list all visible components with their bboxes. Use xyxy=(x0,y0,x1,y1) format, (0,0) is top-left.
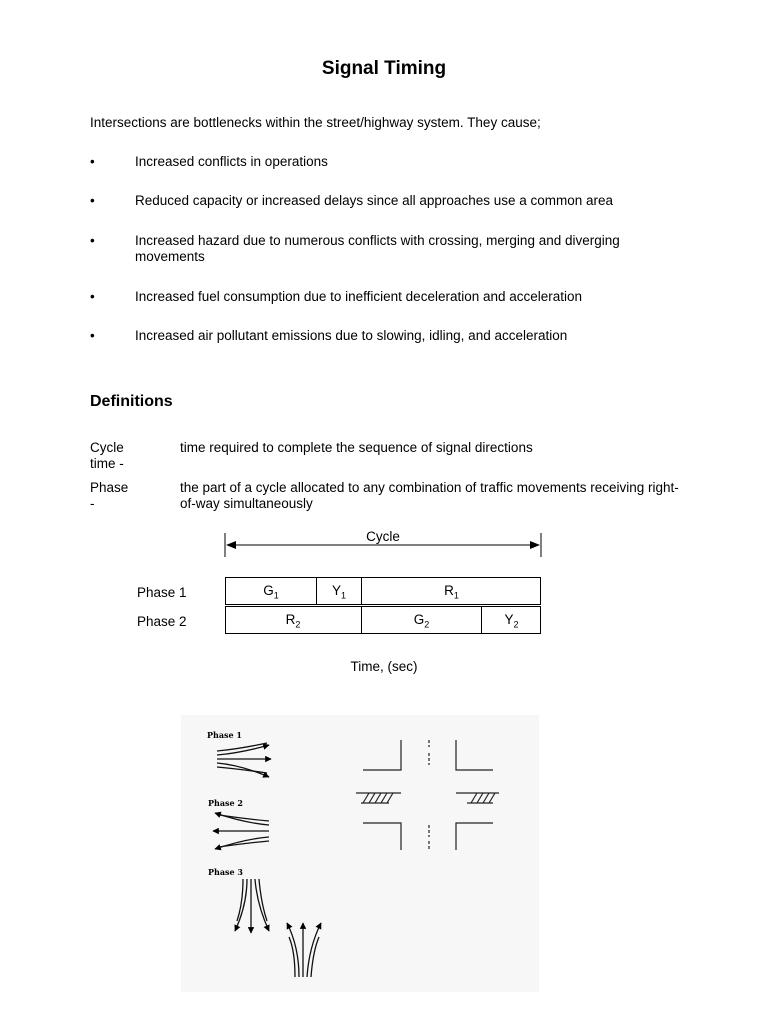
definition-desc: time required to complete the sequence of signal directions xyxy=(180,440,533,455)
bullet-text: Increased conflicts in operations xyxy=(135,154,328,169)
definition-term: Phase - xyxy=(90,480,129,511)
phase-movement-figure xyxy=(181,715,539,992)
phase-1-arrows-icon xyxy=(217,743,271,777)
phase-1-label: Phase 1 xyxy=(137,585,187,600)
timing-cell-g1: $G_1$ xyxy=(263,583,279,601)
timing-diagram xyxy=(0,525,768,685)
timing-cell-r1: $R_1$ xyxy=(361,578,541,604)
bullet-dot: • xyxy=(90,289,95,304)
bullet-text: Increased air pollutant emissions due to slowing, idling, and acceleration xyxy=(135,328,568,343)
timing-cell-y1: $Y_1$ xyxy=(316,578,361,604)
definition-desc: the part of a cycle allocated to any combination of traffic movements receiving right-of-way simultaneously xyxy=(180,480,679,511)
movement-sketch xyxy=(181,715,539,992)
cycle-label: Cycle xyxy=(366,529,400,544)
time-axis-label: Time, (sec) xyxy=(350,659,418,674)
bullet-text: Increased fuel consumption due to inefficient deceleration and acceleration xyxy=(135,289,583,304)
bullet-dot: • xyxy=(90,233,95,248)
bullet-dot: • xyxy=(90,154,95,169)
intro-text: Intersections are bottlenecks within the street/highway system. They cause; xyxy=(90,115,541,130)
timing-cell-g2: $G_2$ xyxy=(361,607,481,633)
phase-3-southbound-arrows-icon xyxy=(235,879,269,933)
bullet-dot: • xyxy=(90,193,95,208)
phase-1-bar xyxy=(225,577,541,605)
page-title: Signal Timing xyxy=(321,58,447,79)
definition-term: Cycle time - xyxy=(90,440,124,471)
phase-2-label: Phase 2 xyxy=(137,614,187,629)
bullet-text: Increased hazard due to numerous conflicts with crossing, merging and diverging movements xyxy=(135,233,620,264)
figure-phase-3-label: Phase 3 xyxy=(208,867,243,877)
figure-phase-2-label: Phase 2 xyxy=(208,798,243,808)
phase-2-bar xyxy=(225,606,541,634)
bullet-text: Reduced capacity or increased delays since all approaches use a common area xyxy=(135,193,614,208)
cycle-arrow xyxy=(0,525,768,565)
timing-cell-r2: $R_2$ xyxy=(285,612,301,630)
definitions-heading: Definitions xyxy=(90,393,173,410)
figure-phase-1-label: Phase 1 xyxy=(207,730,242,740)
intersection-icon xyxy=(356,740,499,850)
phase-2-arrows-icon xyxy=(213,813,269,849)
phase-3-northbound-arrows-icon xyxy=(287,923,321,977)
timing-cell-y2: $Y_2$ xyxy=(481,607,541,633)
bullet-dot: • xyxy=(90,328,95,343)
